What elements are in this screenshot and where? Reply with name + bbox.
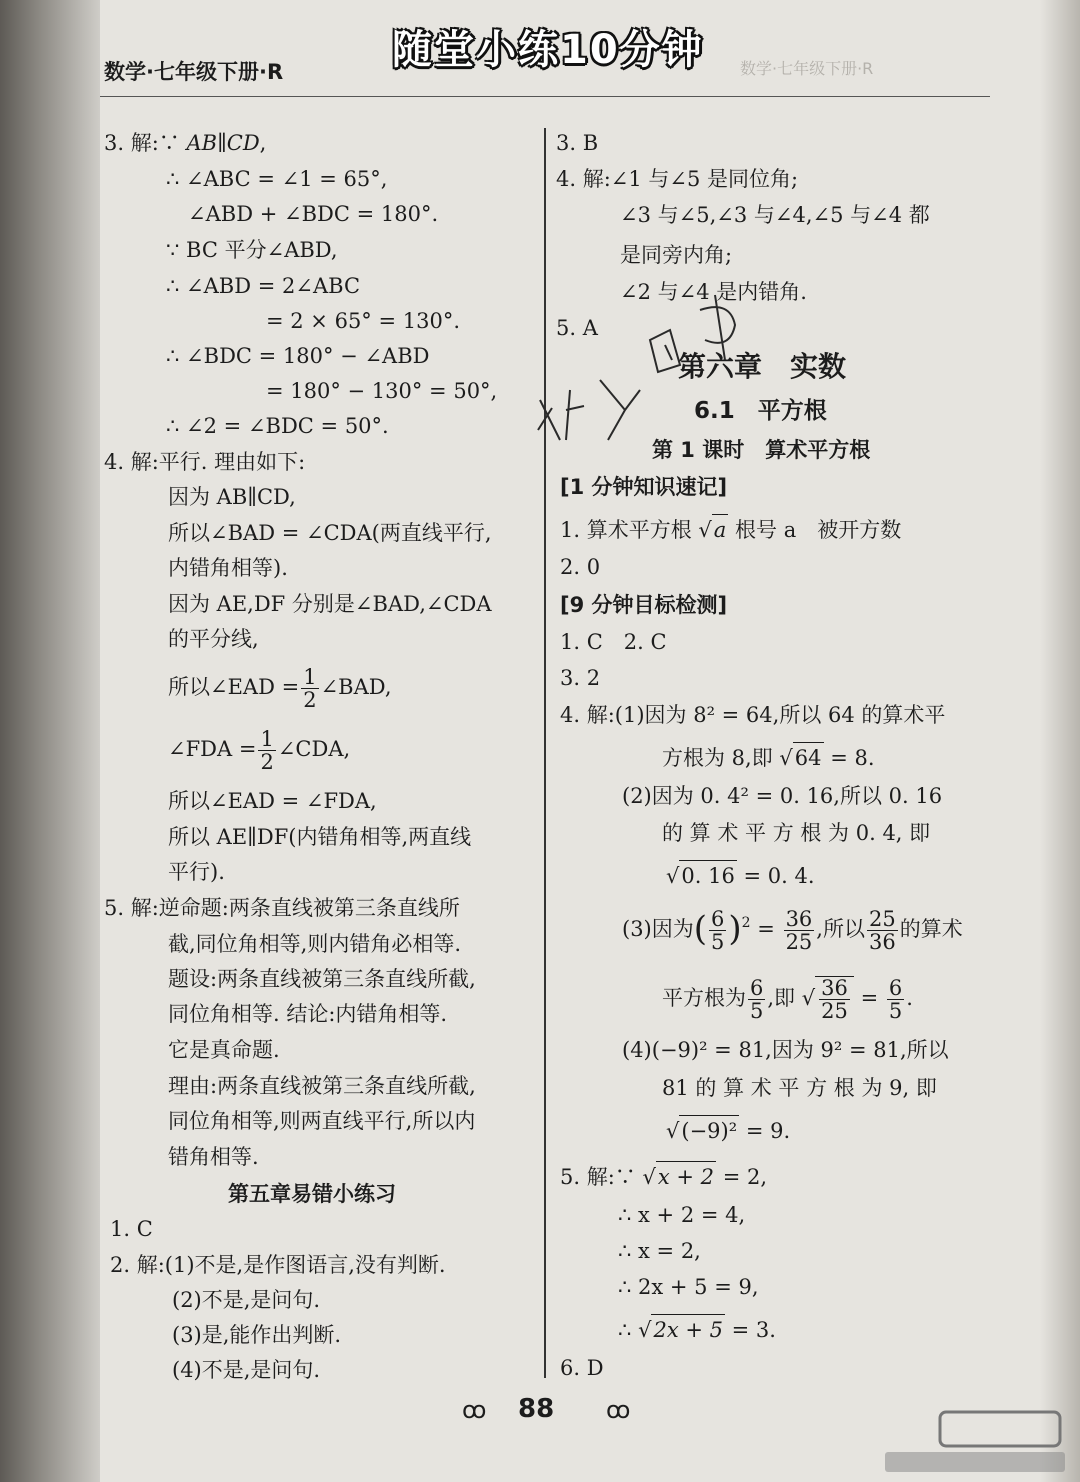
sqrt: √2x + 5 <box>638 1314 725 1345</box>
target-test-label: [9 分钟目标检测] <box>560 593 728 617</box>
answer-line: 5. 解:逆命题:两条直线被第三条直线所 <box>104 896 460 920</box>
fraction-line: ∠FDA = $\frac{1}{2}$ ∠CDA, <box>168 727 351 774</box>
answer-line: 平行). <box>168 860 225 884</box>
fraction-line: 所以∠EAD = $\frac{1}{2}$ ∠BAD, <box>168 665 392 712</box>
answer-line: (3)是,能作出判断. <box>172 1323 342 1347</box>
answer-line: = 180° − 130° = 50°, <box>266 379 498 403</box>
answer-line: √0. 16 = 0. 4. <box>666 860 815 891</box>
answer-line: 2. 解:(1)不是,是作图语言,没有判断. <box>110 1253 446 1277</box>
fraction: $\frac{1}{2}$ <box>303 665 317 712</box>
answer-line: 因为 AE,DF 分别是∠BAD,∠CDA <box>168 592 492 616</box>
fraction: $\frac{6}{5}$ <box>711 907 725 954</box>
fraction: $\frac{1}{2}$ <box>260 727 274 774</box>
answer-line: (4)不是,是问句. <box>172 1358 321 1382</box>
answer-line: 5. 解:∵ √x + 2 = 2, <box>560 1161 767 1192</box>
show-through-text: 数学·七年级下册·R <box>740 59 874 78</box>
answer-line: (4)(−9)² = 81,因为 9² = 81,所以 <box>622 1038 949 1062</box>
answer-line: ∴ 2x + 5 = 9, <box>618 1275 759 1299</box>
answer-line: ∴ x = 2, <box>618 1239 701 1263</box>
answer-line: 的 算 术 平 方 根 为 0. 4, 即 <box>662 821 931 845</box>
page-ornament-left: ꝏ <box>462 1396 487 1424</box>
page-edge <box>1040 0 1080 1482</box>
answer-line: = 2 × 65° = 130°. <box>266 309 461 333</box>
fraction: $\frac{6}{5}$ <box>888 976 903 1023</box>
fraction-line: 平方根为 $\frac{6}{5}$ ,即 √ $\frac{36}{25}$ = $\frac{6}{5}$ . <box>662 976 913 1023</box>
fraction: $\frac{25}{36}$ <box>868 907 896 954</box>
sqrt: √x + 2 <box>642 1161 716 1192</box>
sqrt: √(−9)² <box>666 1115 739 1146</box>
sqrt: √0. 16 <box>666 860 737 891</box>
answer-line: ∴ ∠2 = ∠BDC = 50°. <box>166 414 389 438</box>
answer-line: 4. 解:平行. 理由如下: <box>104 450 306 474</box>
answer-line: 所以 AE∥DF(内错角相等,两直线 <box>168 825 472 849</box>
sqrt: √ $\frac{36}{25}$ <box>802 976 854 1022</box>
answer-line: 截,同位角相等,则内错角必相等. <box>168 932 462 956</box>
answer-page <box>100 0 1040 1482</box>
answer-line: 1. C <box>110 1217 153 1241</box>
lesson-heading: 第 1 课时 算术平方根 <box>652 438 871 462</box>
answer-line: ∴ ∠ABD = 2∠ABC <box>166 274 361 298</box>
answer-line: ∴ √2x + 5 = 3. <box>618 1314 776 1345</box>
header-rule <box>100 96 990 97</box>
quick-notes-label: [1 分钟知识速记] <box>560 475 728 499</box>
answer-line: 因为 AB∥CD, <box>168 485 296 509</box>
answer-line: 6. D <box>560 1356 604 1380</box>
answer-line: 题设:两条直线被第三条直线所截, <box>168 967 476 991</box>
fraction: $\frac{36}{25}$ <box>785 907 813 954</box>
answer-line: 错角相等. <box>168 1145 259 1169</box>
answer-line: ∴ ∠ABC = ∠1 = 65°, <box>166 167 388 191</box>
answer-line: 同位角相等. 结论:内错角相等. <box>168 1002 448 1026</box>
answer-line: 1. C 2. C <box>560 630 667 654</box>
section-heading: 第五章易错小练习 <box>228 1182 396 1206</box>
answer-line: 理由:两条直线被第三条直线所截, <box>168 1074 476 1098</box>
answer-line: 2. 0 <box>560 555 601 579</box>
handwritten-scribble <box>530 290 770 460</box>
answer-line: 1. 算术平方根 √a 根号 a 被开方数 <box>560 514 901 545</box>
site-watermark <box>880 1406 1070 1476</box>
answer-line: 所以∠BAD = ∠CDA(两直线平行, <box>168 521 492 545</box>
answer-line: (2)因为 0. 4² = 0. 16,所以 0. 16 <box>622 784 943 808</box>
answer-line: 内错角相等). <box>168 556 288 580</box>
answer-line: ∴ x + 2 = 4, <box>618 1203 746 1227</box>
book-title: 随堂小练10分钟 <box>392 27 704 73</box>
answer-line: 4. 解:(1)因为 8² = 64,所以 64 的算术平 <box>560 703 946 727</box>
answer-line: ∠ABD + ∠BDC = 180°. <box>188 202 439 226</box>
answer-line: 3. 2 <box>560 666 601 690</box>
answer-line: 的平分线, <box>168 627 259 651</box>
sqrt: √a <box>698 514 728 545</box>
answer-line: 方根为 8,即 √64 = 8. <box>662 742 875 773</box>
answer-line: 同位角相等,则两直线平行,所以内 <box>168 1109 476 1133</box>
page-binding-shadow <box>0 0 100 1482</box>
answer-line: 81 的 算 术 平 方 根 为 9, 即 <box>662 1076 937 1100</box>
fraction: $\frac{6}{5}$ <box>750 976 764 1023</box>
answer-line: 是同旁内角; <box>620 243 733 267</box>
answer-line: 4. 解:∠1 与∠5 是同位角; <box>556 167 799 191</box>
answer-line: √(−9)² = 9. <box>666 1115 790 1146</box>
answer-line: 它是真命题. <box>168 1038 280 1062</box>
page-ornament-right: ꝏ <box>606 1396 631 1424</box>
page-number: 88 <box>518 1394 555 1424</box>
section-heading: 6.1 平方根 <box>694 398 827 424</box>
answer-line: ∵ BC 平分∠ABD, <box>166 238 338 262</box>
answer-line: ∠2 与∠4 是内错角. <box>620 280 807 304</box>
fraction-line: (3)因为( $\frac{6}{5}$ )$^2$ = $\frac{36}{25}$ ,所以 $\frac{25}{36}$ 的算术 <box>622 907 963 954</box>
answer-line: ∴ ∠BDC = 180° − ∠ABD <box>166 344 430 368</box>
book-subject: 数学·七年级下册·R <box>104 60 284 84</box>
answer-line: 3. 解:∵ AB∥CD, <box>104 131 267 155</box>
answer-line: 5. A <box>556 316 598 340</box>
answer-line: ∠3 与∠5,∠3 与∠4,∠5 与∠4 都 <box>620 203 930 227</box>
sqrt: √64 <box>779 742 823 773</box>
chapter-heading: 第六章 实数 <box>678 350 847 383</box>
answer-line: (2)不是,是问句. <box>172 1288 321 1312</box>
answer-line: 所以∠EAD = ∠FDA, <box>168 789 377 813</box>
answer-line: 3. B <box>556 131 599 155</box>
